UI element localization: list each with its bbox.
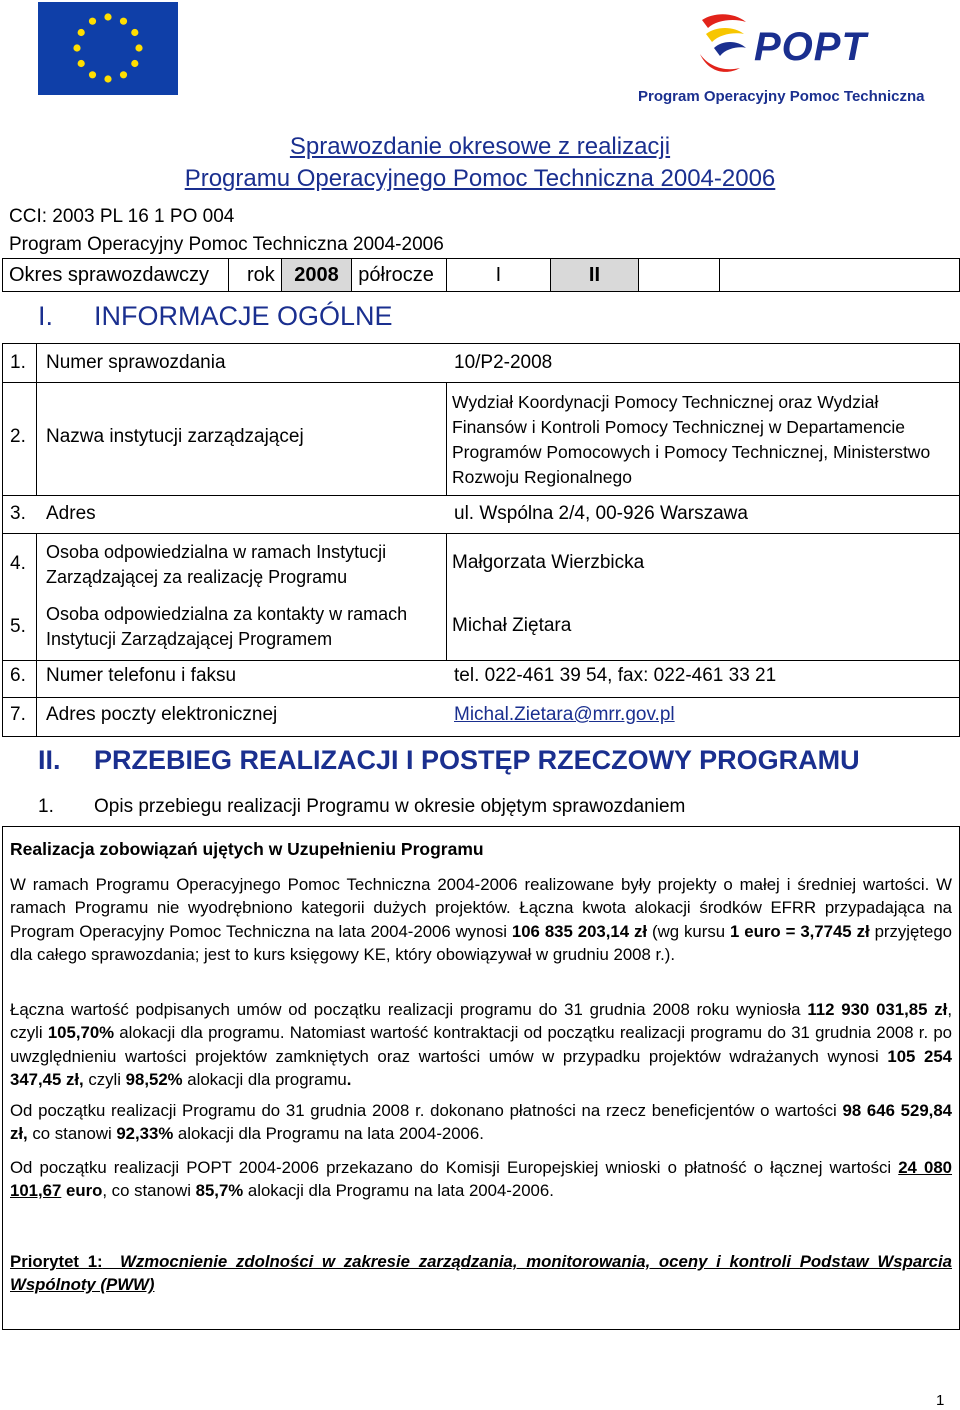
subsection-number: 1.: [38, 796, 54, 817]
row-value: 10/P2-2008: [454, 352, 553, 373]
empty-cell: [639, 259, 719, 292]
paragraph-allocation: W ramach Programu Operacyjnego Pomoc Techniczna 2004-2006 realizowane były projekty o małej i średniej wartości. W ramach Programu nie wyodrębniono kategorii dużych projektów. Łączna kwota alokacji środków EFRR przypadająca na Program Operacyjny Pomoc Techniczna na lata 2004-2006 wynosi 106 835 203,14 zł (wg kursu 1 euro = 3,7745 zł przyjętego dla całego sprawozdania; jest to kurs księgowy KE, który obowiązywał w grudniu 2008 r.).: [10, 875, 953, 964]
row-number: 3.: [10, 503, 26, 524]
section2-title: PRZEBIEG REALIZACJI I POSTĘP RZECZOWY PROGRAMU: [94, 745, 860, 775]
row-number: 4.: [10, 553, 26, 574]
row-number: 1.: [10, 352, 26, 373]
contact-person-label: Osoba odpowiedzialna za kontakty w ramach Instytucji Zarządzającej Programem: [46, 604, 408, 649]
row-label: Adres: [46, 503, 96, 524]
row-number: 6.: [10, 665, 26, 686]
row-label: Adres poczty elektronicznej: [46, 704, 278, 725]
row-value: ul. Wspólna 2/4, 00-926 Warszawa: [454, 503, 748, 524]
section2-number: II.: [38, 745, 61, 775]
half-label: półrocze: [352, 259, 447, 292]
popt-logo: [638, 10, 956, 110]
responsible-person-label: Osoba odpowiedzialna w ramach Instytucji Zarządzającej za realizację Programu: [46, 542, 387, 587]
report-title-line2: Programu Operacyjnego Pomoc Techniczna 2004-2006: [184, 165, 776, 192]
empty-cell: [719, 259, 959, 292]
popt-logo-word: POPT: [754, 25, 867, 69]
responsible-person-value: Małgorzata Wierzbicka: [452, 552, 645, 573]
page-number: 1: [936, 1392, 945, 1409]
row-label: Numer sprawozdania: [46, 352, 226, 373]
contact-person-value: Michał Ziętara: [452, 615, 572, 636]
half-2-selected: II: [550, 259, 639, 292]
row-label: Nazwa instytucji zarządzającej: [46, 426, 304, 447]
section1-title: INFORMACJE OGÓLNE: [94, 301, 393, 331]
row-number: 7.: [10, 704, 26, 725]
reporting-period-table: [2, 258, 960, 292]
row-number: 2.: [10, 426, 26, 447]
eu-flag-logo: [38, 2, 178, 95]
paragraph-payments: Od początku realizacji Programu do 31 grudnia 2008 r. dokonano płatności na rzecz beneficjentów o wartości 98 646 529,84 zł, co stanowi 92,33% alokacji dla Programu na lata 2004-2006.: [10, 1101, 952, 1144]
institution-name-value: Wydział Koordynacji Pomocy Technicznej oraz Wydział Finansów i Kontroli Pomocy Technicznej w Departamencie Programów Pomocowych i Pomocy Technicznej, Ministerstwo Rozwoju Regionalnego: [452, 392, 931, 487]
box-heading: Realizacja zobowiązań ujętych w Uzupełnieniu Programu: [10, 839, 484, 859]
email-link[interactable]: Michal.Zietara@mrr.gov.pl: [454, 704, 675, 725]
popt-logo-subtitle: Program Operacyjny Pomoc Techniczna: [638, 88, 925, 105]
year-value: 2008: [281, 259, 352, 292]
paragraph-contracts: Łączna wartość podpisanych umów od początku realizacji programu do 31 grudnia 2008 roku wyniosła 112 930 031,85 zł, czyli 105,70% alokacji dla programu. Natomiast wartość kontraktacji od początku realizacji programu do 31 grudnia 2008 r. po uwzględnieniu wartości projektów zamkniętych oraz wartości umów w przypadku projektów wdrażanych wynosi 105 254 347,45 zł, czyli 98,52% alokacji dla programu.: [10, 1000, 952, 1089]
row-number: 5.: [10, 616, 26, 637]
year-label: rok: [229, 259, 282, 292]
period-label: Okres sprawozdawczy: [3, 259, 229, 292]
cci-code: CCI: 2003 PL 16 1 PO 004: [9, 206, 235, 227]
program-name: Program Operacyjny Pomoc Techniczna 2004-2006: [9, 234, 444, 255]
half-1: I: [447, 259, 551, 292]
row-label: Numer telefonu i faksu: [46, 665, 237, 686]
eu-stars-icon: [38, 2, 178, 95]
priority-heading: Priorytet 1: Wzmocnienie zdolności w zakresie zarządzania, monitorowania, oceny i kontroli Podstaw Wsparcia Wspólnoty (PWW): [10, 1252, 953, 1295]
report-title-line1: Sprawozdanie okresowe z realizacji: [289, 133, 671, 160]
row-value: tel. 022-461 39 54, fax: 022-461 33 21: [454, 665, 777, 686]
subsection-title: Opis przebiegu realizacji Programu w okresie objętym sprawozdaniem: [94, 796, 686, 817]
section1-number: I.: [38, 301, 54, 331]
paragraph-ec-requests: Od początku realizacji POPT 2004-2006 przekazano do Komisji Europejskiej wnioski o płatność o łącznej wartości 24 080 101,67 euro, co stanowi 85,7% alokacji dla Programu na lata 2004-2006.: [10, 1158, 953, 1201]
